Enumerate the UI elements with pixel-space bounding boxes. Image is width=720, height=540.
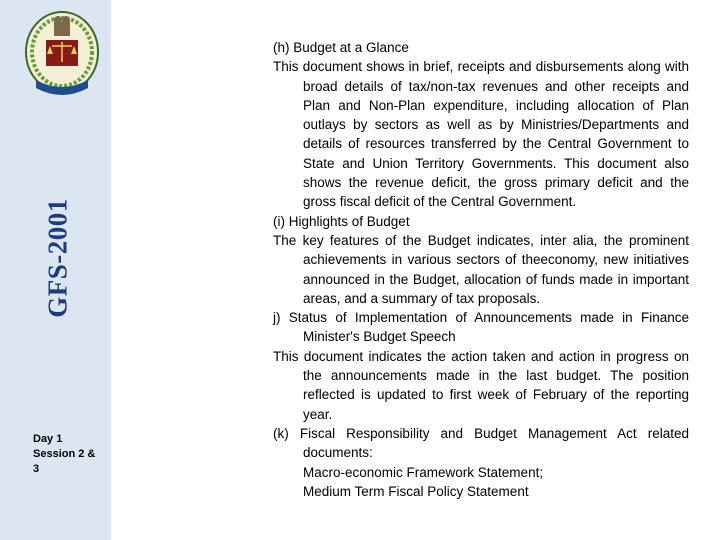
section-h-body: This document shows in brief, receipts and disbursements along with broad details of tax/non-tax revenues and other receipts and Plan and Non-Plan expenditure, including allocation of Plan outlays by sectors as well as by Ministries/Departments and details of resources transferred by the Central Government to State and Union Territory Governments. This document also shows the revenue deficit, the gross primary deficit and the gross fiscal deficit of the Central Government. <box>273 59 689 210</box>
section-k-item-2: Medium Term Fiscal Policy Statement <box>303 483 529 499</box>
session-label <box>33 432 108 477</box>
section-i-body: The key features of the Budget indicates, inter alia, the prominent achievements in various sectors of theeconomy, new initiatives announced in the Budget, allocation of funds made in important areas, and a summary of tax proposals. <box>273 232 689 306</box>
section-j-body: This document indicates the action taken and action in progress on the announcements made in the last budget. The position reflected is updated to first week of February of the reporting year. <box>273 348 689 422</box>
session-line-3: 3 <box>33 463 40 475</box>
section-j-heading: j) Status of Implementation of Announcements made in Finance Minister's Budget Speech <box>273 310 689 345</box>
section-i-heading: (i) Highlights of Budget <box>273 213 410 229</box>
section-k-heading: (k) Fiscal Responsibility and Budget Management Act related documents: <box>273 425 689 461</box>
sidebar <box>0 0 111 540</box>
session-line-1: Day 1 <box>33 433 63 445</box>
section-h-heading: (h) Budget at a Glance <box>273 40 409 55</box>
session-line-2: Session 2 & <box>33 448 96 460</box>
vertical-title: GFS-2001 <box>42 198 73 318</box>
section-k-item-1: Macro-economic Framework Statement; <box>303 464 544 480</box>
main-content <box>273 38 689 501</box>
court-emblem-icon <box>22 8 102 106</box>
